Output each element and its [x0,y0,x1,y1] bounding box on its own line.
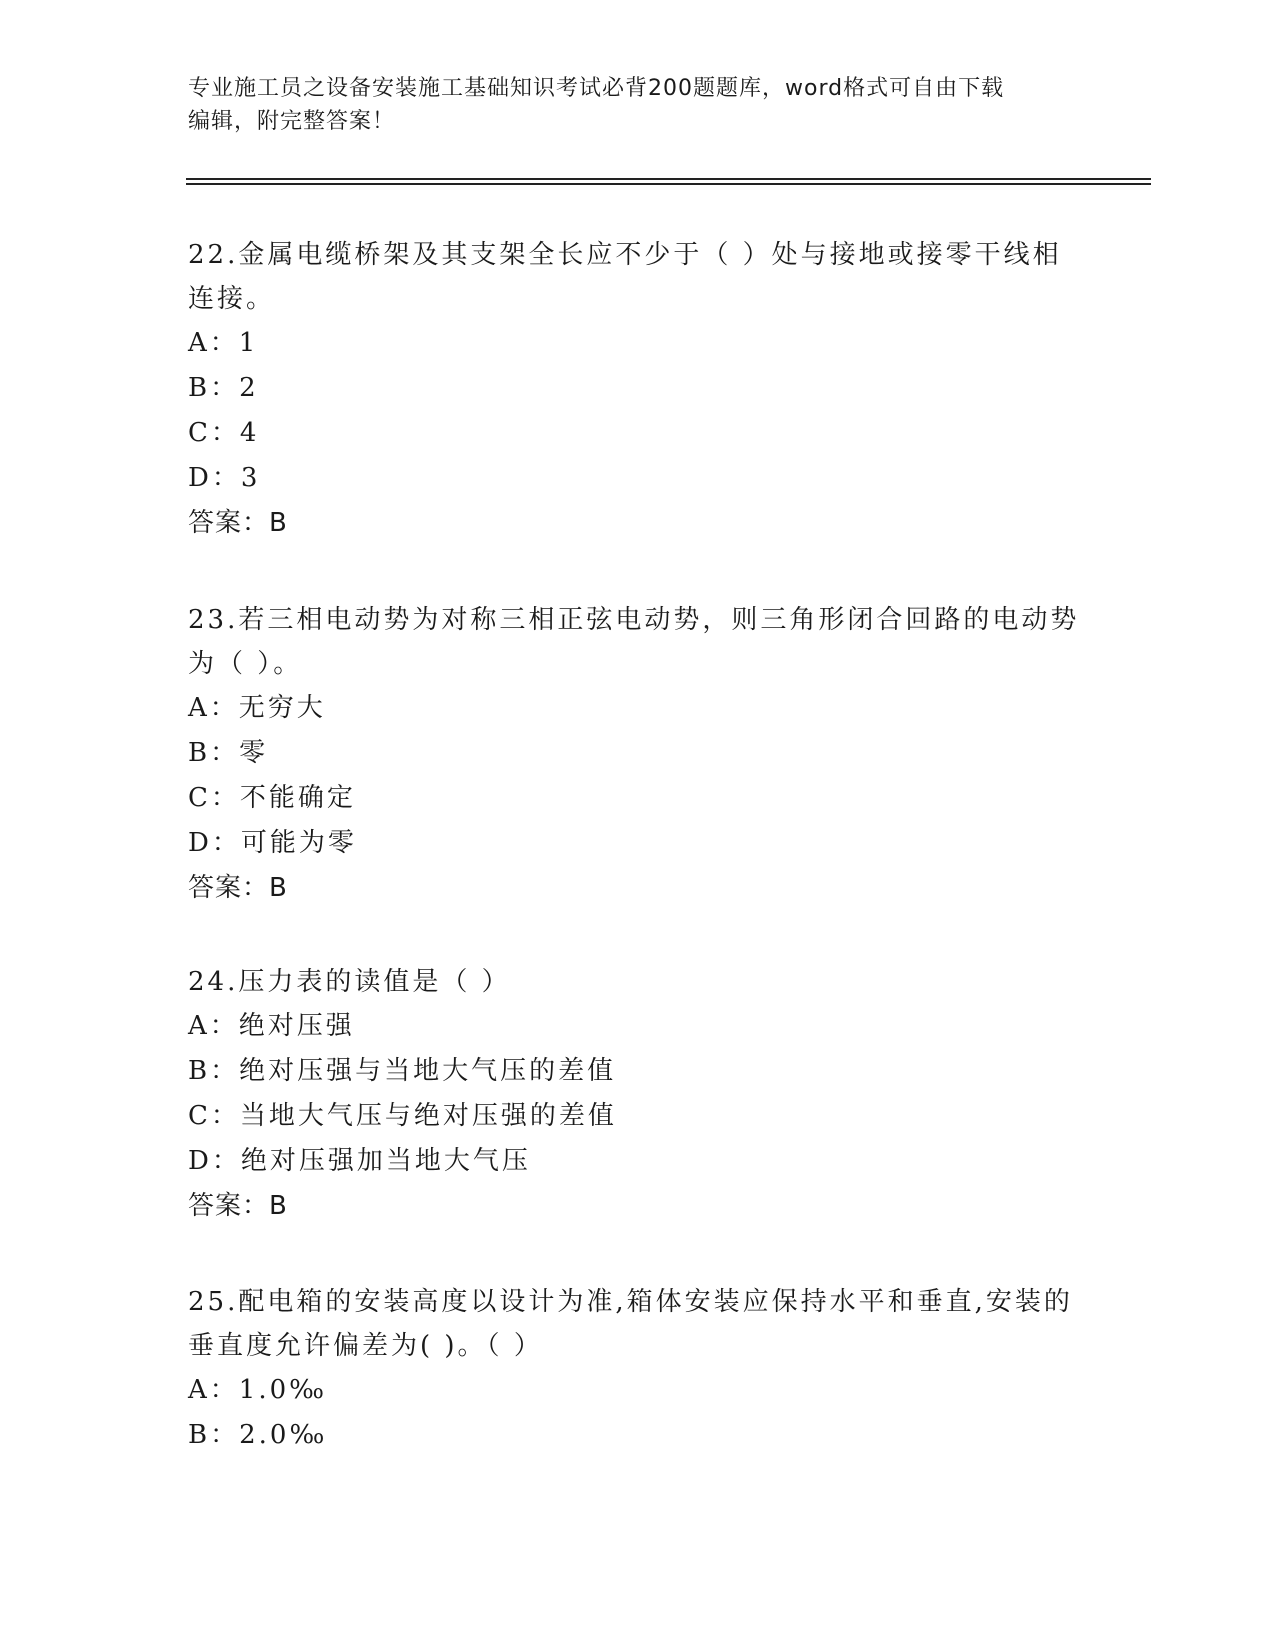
option-a: A：1 [188,328,259,358]
header-title-line1: 专业施工员之设备安装施工基础知识考试必背200题题库，word格式可自由下载 [188,76,1005,101]
document-header [188,72,1068,138]
answer-label: 答案：B [188,873,288,903]
question-24 [188,960,1088,1229]
question-stem: 25.配电箱的安装高度以设计为准,箱体安装应保持水平和垂直,安装的垂直度允许偏差为( )。（ ） [188,1287,1073,1361]
answer-label: 答案：B [188,508,288,538]
question-stem: 24.压力表的读值是（ ） [188,967,511,997]
header-divider-top [186,178,1151,180]
option-b: B：绝对压强与当地大气压的差值 [188,1056,617,1086]
option-d: D：3 [188,463,261,493]
option-a: A：1.0‰ [188,1375,328,1405]
option-a: A：绝对压强 [188,1011,355,1041]
option-b: B：2 [188,373,259,403]
option-a: A：无穷大 [188,693,326,723]
question-stem: 22.金属电缆桥架及其支架全长应不少于（ ）处与接地或接零干线相连接。 [188,240,1062,314]
header-divider-bottom [186,183,1151,185]
question-22 [188,233,1088,546]
header-title-line2: 编辑，附完整答案！ [188,109,396,134]
option-c: C：当地大气压与绝对压强的差值 [188,1101,617,1131]
option-b: B：2.0‰ [188,1420,328,1450]
answer-label: 答案：B [188,1191,288,1221]
question-25 [188,1280,1088,1458]
option-c: C：不能确定 [188,783,356,813]
option-d: D：可能为零 [188,828,357,858]
option-b: B：零 [188,738,269,768]
question-stem: 23.若三相电动势为对称三相正弦电动势，则三角形闭合回路的电动势为（ ）。 [188,605,1080,679]
option-d: D：绝对压强加当地大气压 [188,1146,531,1176]
option-c: C：4 [188,418,260,448]
question-23 [188,598,1088,911]
